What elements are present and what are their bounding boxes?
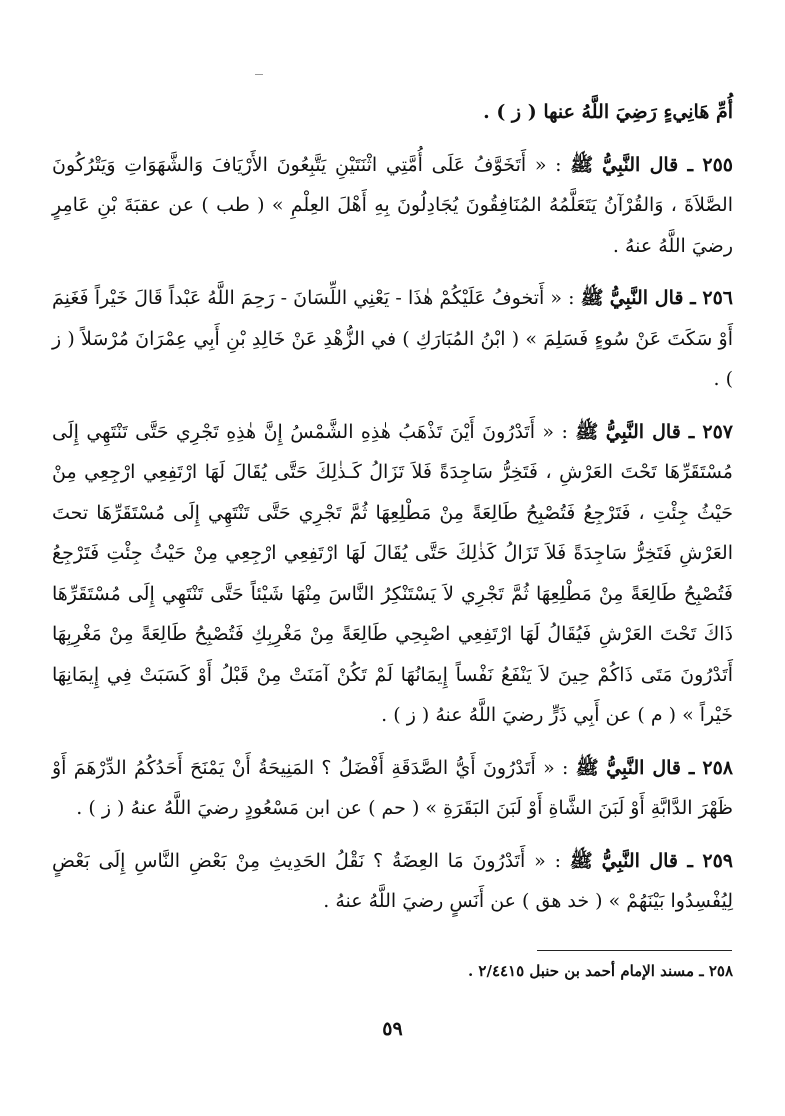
hadith-text: « أَتَدْرُونَ مَا العِضَةُ ؟ نَقْلُ الحَدِيثِ مِنْ بَعْضِ النَّاسِ إِلَى بَعْضٍ لِيُفْسِدُوا بَيْنَهُمْ » ( خد هق ) عن أَنَسٍ رضيَ اللَّهُ عنهُ . — [52, 849, 733, 912]
hadith-intro: قال النَّبِيُّ — [609, 287, 684, 309]
page-number: ٥٩ — [382, 1018, 403, 1040]
hadith-number: ٢٥٨ — [702, 756, 733, 779]
hadith-number: ٢٥٦ — [702, 287, 734, 309]
hadith-intro: قال النَّبِيُّ — [601, 153, 679, 176]
footnote: ٢٥٨ ـ مسند الإمام أحمد بن حنبل ٢/٤٤١٥ . — [467, 962, 733, 980]
hadith-text: « أَتَدْرُونَ أَيُّ الصَّدَقَةِ أَفْضَلُ ؟ المَنِيحَةُ أَنْ يَمْنَحَ أَحَدُكُمُ الدِّرْهَمَ أَوْ ظَهْرَ الدَّابَّةِ أَوْ لَبَنَ الشَّاةِ أَوْ لَبَنَ البَقَرَةِ » ( حم ) عن ابن مَسْعُودٍ رضيَ اللَّهُ عنهُ ( ز ) . — [52, 756, 733, 819]
salla-glyph: ﷺ — [575, 420, 599, 443]
salla-glyph: ﷺ — [570, 153, 594, 176]
hadith-number: ٢٥٥ — [702, 153, 734, 176]
hadith-258: ٢٥٨ ـ قال النَّبِيُّ ﷺ : « أَتَدْرُونَ أَيُّ الصَّدَقَةِ أَفْضَلُ ؟ المَنِيحَةُ أَنْ يَمْنَحَ أَحَدُكُمُ الدِّرْهَمَ أَوْ ظَهْرَ الدَّابَّةِ أَوْ لَبَنَ الشَّاةِ أَوْ لَبَنَ البَقَرَةِ » ( حم ) عن ابن مَسْعُودٍ رضيَ اللَّهُ عنهُ ( ز ) . — [52, 756, 733, 819]
salla-glyph: ﷺ — [569, 849, 593, 872]
hadith-number: ٢٥٩ — [702, 849, 734, 872]
scan-mark — [255, 74, 263, 75]
hadith-255: ٢٥٥ ـ قال النَّبِيُّ ﷺ : « أَتَخَوَّفُ عَلَى أُمَّتِي اثْنَتَيْنِ يَتَّبِعُونَ الأَرْيَافَ وَالشَّهَوَاتِ وَيَتْرُكُونَ الصَّلاَةَ ، وَالقُرْآنُ يَتَعَلَّمُهُ المُنَافِقُونَ يُجَادِلُونَ بِهِ أَهْلَ العِلْمِ » ( طب ) عن عقبَةَ بْنِ عَامِرٍ رضيَ اللَّهُ عنهُ . — [52, 153, 734, 257]
hadith-256: ٢٥٦ ـ قال النَّبِيُّ ﷺ : « أَتخوفُ عَلَيْكُمْ هٰذَا - يَعْنِي اللِّسَانَ - رَحِمَ اللَّهُ عَبْداً قَالَ خَيْراً فَغَنِمَ أَوْ سَكَتَ عَنْ سُوءٍ فَسَلِمَ » ( ابْنُ المُبَارَكِ ) في الزُّهْدِ عَنْ خَالِدِ بْنِ أَبِي عِمْرَانَ مُرْسَلاً ( ز ) . — [52, 287, 734, 390]
hadith-number: ٢٥٧ — [702, 420, 733, 443]
hadith-text: « أَتخوفُ عَلَيْكُمْ هٰذَا - يَعْنِي اللِّسَانَ - رَحِمَ اللَّهُ عَبْداً قَالَ خَيْراً فَغَنِمَ أَوْ سَكَتَ عَنْ سُوءٍ فَسَلِمَ » ( ابْنُ المُبَارَكِ ) في الزُّهْدِ عَنْ خَالِدِ بْنِ أَبِي عِمْرَانَ مُرْسَلاً ( ز ) . — [52, 287, 733, 390]
continuation-line: أُمِّ هَانِيءٍ رَضِيَ اللَّهُ عنها ( ز ) . — [483, 101, 733, 123]
salla-glyph: ﷺ — [575, 756, 599, 779]
hadith-text: « أَتَدْرُونَ أَيْنَ تَذْهَبُ هٰذِهِ الشَّمْسُ إِنَّ هٰذِهِ تَجْرِي حَتَّى تَنْتَهِي إِلَى مُسْتَقَرِّهَا تَحْتَ العَرْشِ ، فَتَخِرُّ سَاجِدَةً فَلاَ تَزَالُ كَـذٰلِكَ حَتَّى يُقَالَ لَهَا ارْتَفِعِي ارْجِعِي مِنْ حَيْثُ جِئْتِ ، فَتَرْجِعُ فَتُصْبِحُ طَالِعَةً مِنْ مَطْلِعِهَا ثُمَّ تَجْرِي حَتَّى تَنْتَهِي إِلَى مُسْتَقَرِّهَا تحتَ العَرْشِ فَتَخِرُّ سَاجِدَةً فَلاَ تَزَالُ كَذٰلِكَ حَتَّى يُقَالَ لَهَا ارْتَفِعِي ارْجِعِي مِنْ حَيْثُ جِئْتِ فَتَرْجِعُ فَتُصْبِحُ طَالِعَةً مِنْ مَطْلِعِهَا ثُمَّ تَجْرِي لاَ يَسْتَنْكِرُ النَّاسَ مِنْهَا شَيْئاً حَتَّى تَنْتَهِي إِلَى مُسْتَقَرِّهَا ذَاكَ تَحْتَ العَرْشِ فَيُقَالُ لَهَا ارْتَفِعِي اصْبِحِي طَالِعَةً مِنْ مَغْرِبِكِ فَتُصْبِحُ طَالِعَةً مِنْ مَغْرِبِهَا أَتَدْرُونَ مَتَى ذَاكُمْ حِينَ لاَ يَنْفَعُ نَفْساً إِيمَانُهَا لَمْ تَكُنْ آمَنَتْ مِنْ قَبْلُ أَوْ كَسَبَتْ فِي إِيمَانِهَا خَيْراً » ( م ) عن أَبِي ذَرٍّ رضيَ اللَّهُ عنهُ ( ز ) . — [52, 420, 733, 726]
salla-glyph: ﷺ — [580, 287, 604, 309]
hadith-257: ٢٥٧ ـ قال النَّبِيُّ ﷺ : « أَتَدْرُونَ أَيْنَ تَذْهَبُ هٰذِهِ الشَّمْسُ إِنَّ هٰذِهِ تَجْرِي حَتَّى تَنْتَهِي إِلَى مُسْتَقَرِّهَا تَحْتَ العَرْشِ ، فَتَخِرُّ سَاجِدَةً فَلاَ تَزَالُ كَـذٰلِكَ حَتَّى يُقَالَ لَهَا ارْتَفِعِي ارْجِعِي مِنْ حَيْثُ جِئْتِ ، فَتَرْجِعُ فَتُصْبِحُ طَالِعَةً مِنْ مَطْلِعِهَا ثُمَّ تَجْرِي حَتَّى تَنْتَهِي إِلَى مُسْتَقَرِّهَا تحتَ العَرْشِ فَتَخِرُّ سَاجِدَةً فَلاَ تَزَالُ كَذٰلِكَ حَتَّى يُقَالَ لَهَا ارْتَفِعِي ارْجِعِي مِنْ حَيْثُ جِئْتِ فَتَرْجِعُ فَتُصْبِحُ طَالِعَةً مِنْ مَطْلِعِهَا ثُمَّ تَجْرِي لاَ يَسْتَنْكِرُ النَّاسَ مِنْهَا شَيْئاً حَتَّى تَنْتَهِي إِلَى مُسْتَقَرِّهَا ذَاكَ تَحْتَ العَرْشِ فَيُقَالُ لَهَا ارْتَفِعِي اصْبِحِي طَالِعَةً مِنْ مَغْرِبِكِ فَتُصْبِحُ طَالِعَةً مِنْ مَغْرِبِهَا أَتَدْرُونَ مَتَى ذَاكُمْ حِينَ لاَ يَنْفَعُ نَفْساً إِيمَانُهَا لَمْ تَكُنْ آمَنَتْ مِنْ قَبْلُ أَوْ كَسَبَتْ فِي إِيمَانِهَا خَيْراً » ( م ) عن أَبِي ذَرٍّ رضيَ اللَّهُ عنهُ ( ز ) . — [52, 420, 733, 726]
footnote-divider — [537, 950, 732, 951]
hadith-intro: قال النَّبِيُّ — [605, 420, 681, 443]
hadith-intro: قال النَّبِيُّ — [601, 849, 679, 872]
hadith-text: « أَتَخَوَّفُ عَلَى أُمَّتِي اثْنَتَيْنِ يَتَّبِعُونَ الأَرْيَافَ وَالشَّهَوَاتِ وَيَتْرُكُونَ الصَّلاَةَ ، وَالقُرْآنُ يَتَعَلَّمُهُ المُنَافِقُونَ يُجَادِلُونَ بِهِ أَهْلَ العِلْمِ » ( طب ) عن عقبَةَ بْنِ عَامِرٍ رضيَ اللَّهُ عنهُ . — [52, 153, 733, 257]
main-text — [52, 92, 733, 922]
hadith-intro: قال النَّبِيُّ — [606, 756, 682, 779]
hadith-259: ٢٥٩ ـ قال النَّبِيُّ ﷺ : « أَتَدْرُونَ مَا العِضَةُ ؟ نَقْلُ الحَدِيثِ مِنْ بَعْضِ النَّاسِ إِلَى بَعْضٍ لِيُفْسِدُوا بَيْنَهُمْ » ( خد هق ) عن أَنَسٍ رضيَ اللَّهُ عنهُ . — [52, 849, 734, 912]
